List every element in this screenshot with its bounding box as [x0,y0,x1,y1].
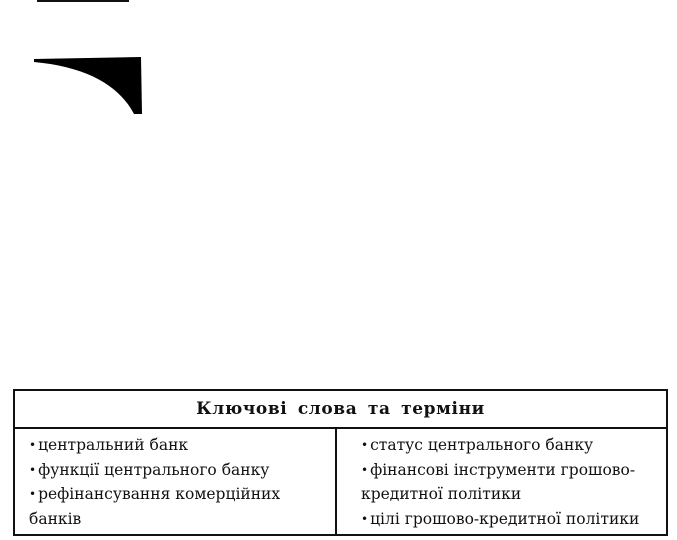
bullet-icon: • [29,462,37,477]
bullet-icon: • [29,438,37,452]
key-term-text: цілі грошово-кредитної політики [370,509,640,528]
key-terms-title: Ключові слова та терміни [15,391,666,429]
key-term-item [29,433,329,458]
key-term-item [361,458,660,507]
key-term-item [361,507,660,532]
key-term-text: рефінансування комерційних банків [29,485,281,528]
bullet-icon: • [361,462,369,477]
top-rule-divider [37,0,129,2]
key-term-item [361,433,660,458]
corner-ornament-icon [34,57,142,114]
bullet-icon: • [29,487,37,501]
key-term-text: статус центрального банку [370,436,594,454]
key-term-text: фінансові інструменти грошово-кредитної політики [361,460,636,503]
bullet-icon: • [361,438,369,452]
key-terms-left-column [15,429,337,536]
key-term-item [29,458,329,483]
bullet-icon: • [361,511,369,526]
key-terms-body [15,429,666,536]
key-term-text: центральний банк [38,436,189,454]
key-term-item [29,482,329,531]
key-terms-right-column [337,429,666,536]
key-terms-box [13,389,668,536]
key-term-text: функції центрального банку [38,460,270,479]
